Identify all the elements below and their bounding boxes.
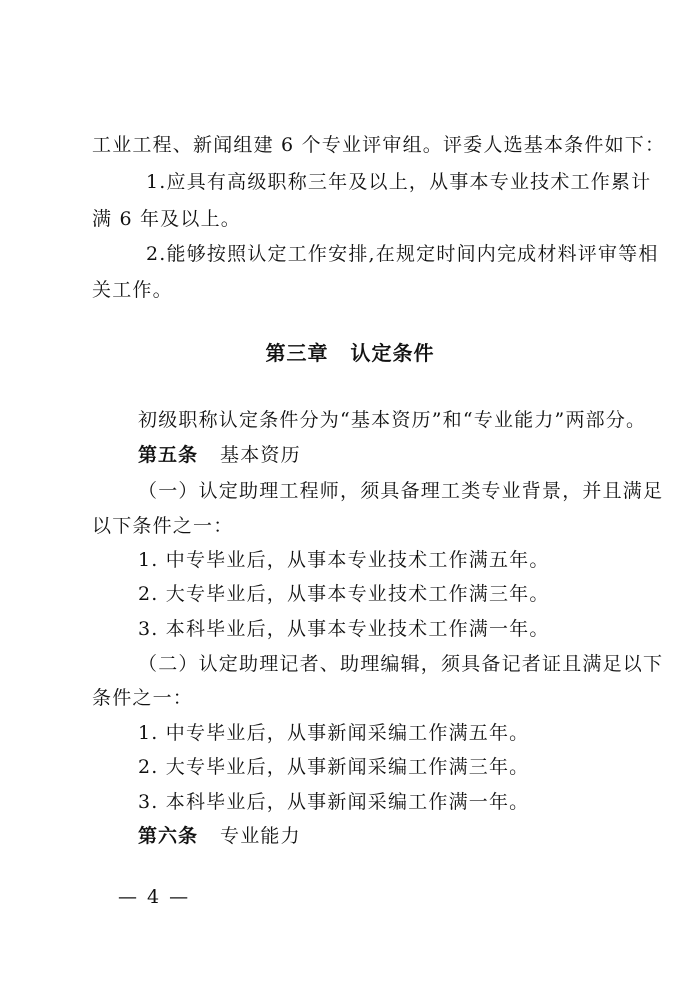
section-1-line-2: 以下条件之一： (92, 515, 234, 537)
section-1-item: 1. 中专毕业后，从事本专业技术工作满五年。 (138, 549, 550, 571)
section-1-item: 3. 本科毕业后，从事本专业技术工作满一年。 (138, 618, 550, 640)
criterion-1-line-2: 满 6 年及以上。 (92, 208, 241, 230)
chapter-heading (0, 339, 700, 367)
criterion-2-line-1: 2.能够按照认定工作安排,在规定时间内完成材料评审等相 (146, 243, 659, 265)
page-number: — 4 — (118, 886, 191, 908)
criterion-2-line-2: 关工作。 (92, 279, 173, 301)
article-6-heading (138, 822, 301, 850)
chapter-title: 认定条件 (350, 341, 435, 365)
paragraph-line: 工业工程、新闻组建 6 个专业评审组。评委人选基本条件如下： (92, 134, 666, 156)
section-2-item: 2. 大专毕业后，从事新闻采编工作满三年。 (138, 756, 530, 778)
article-5-heading (138, 441, 301, 469)
article-6-label: 第六条 (138, 825, 199, 847)
criterion-1-line-1: 1.应具有高级职称三年及以上，从事本专业技术工作累计 (146, 171, 652, 193)
section-1-line-1: （一）认定助理工程师，须具备理工类专业背景，并且满足 (138, 480, 664, 502)
section-2-line-1: （二）认定助理记者、助理编辑，须具备记者证且满足以下 (138, 653, 664, 675)
section-2-item: 3. 本科毕业后，从事新闻采编工作满一年。 (138, 791, 530, 813)
section-2-item: 1. 中专毕业后，从事新闻采编工作满五年。 (138, 722, 530, 744)
article-6-title: 专业能力 (220, 825, 301, 847)
section-1-item: 2. 大专毕业后，从事本专业技术工作满三年。 (138, 583, 550, 605)
chapter-number: 第三章 (265, 341, 329, 365)
article-5-title: 基本资历 (220, 444, 301, 466)
article-5-label: 第五条 (138, 444, 199, 466)
section-2-line-2: 条件之一： (92, 687, 194, 709)
intro-text: 初级职称认定条件分为“基本资历”和“专业能力”两部分。 (138, 409, 647, 431)
